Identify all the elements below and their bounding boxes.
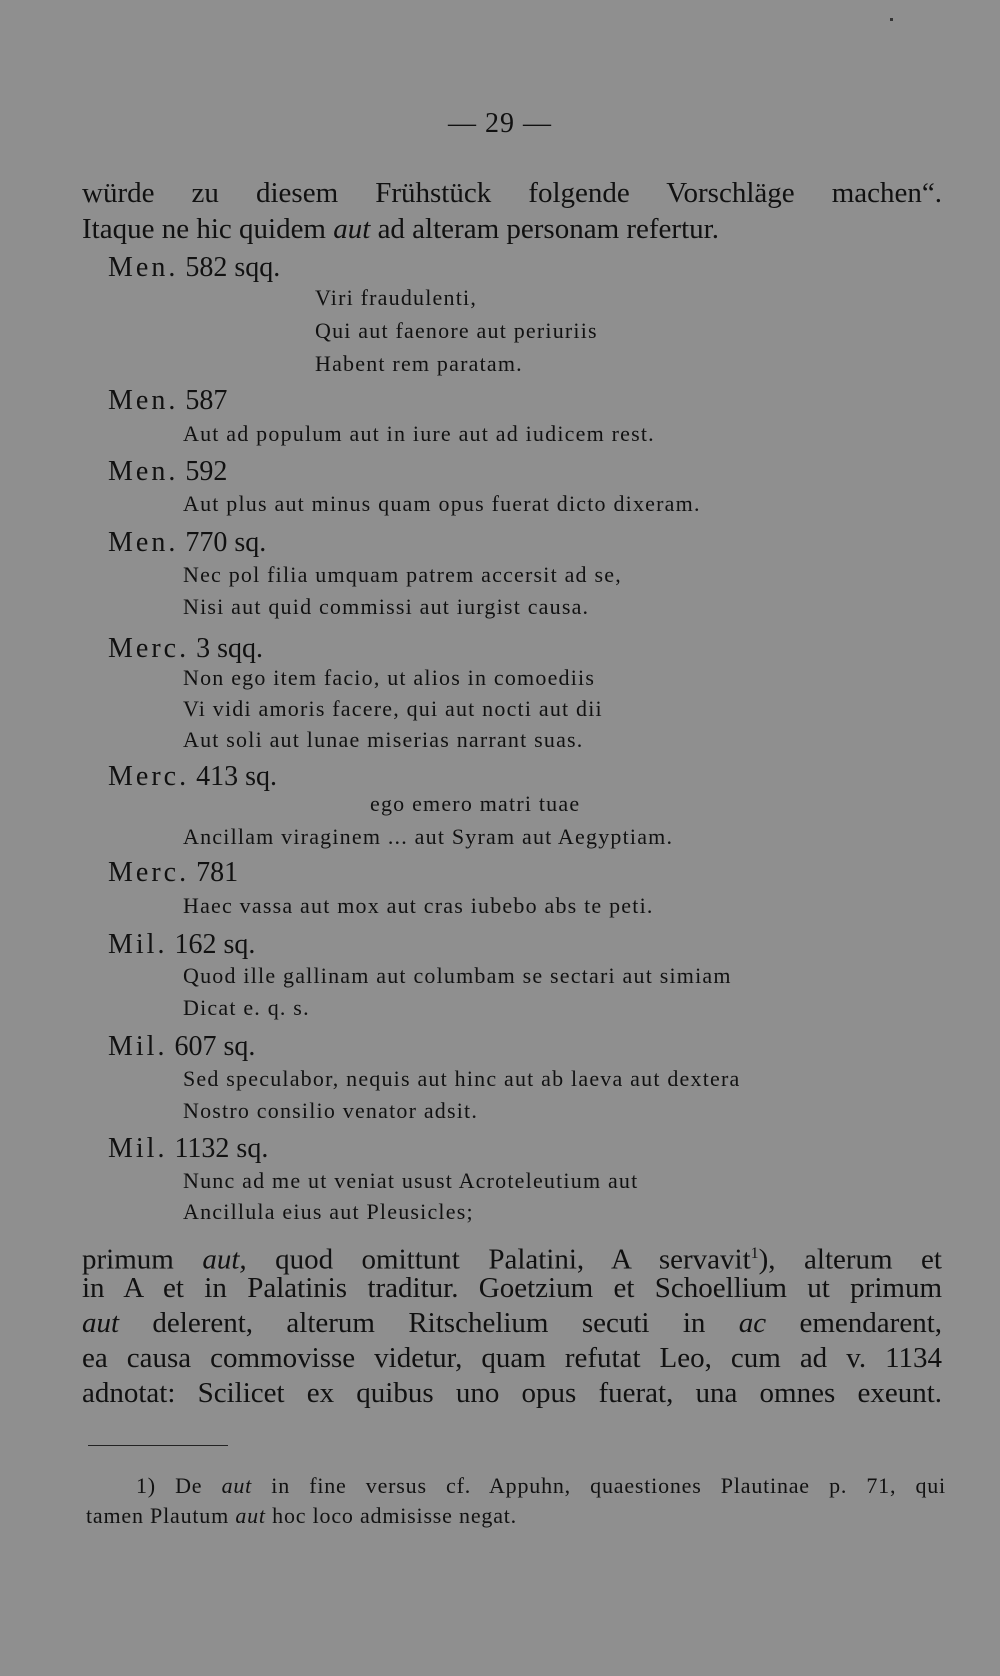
closing-text: quod omittunt Palatini, A servavit [275,1243,751,1276]
aut-italic: aut [235,1503,266,1528]
verse-line: Nec pol filia umquam patrem accersit ad se, [183,562,622,587]
citation-work: Merc. [108,761,190,792]
verse-line: Ancillam viraginem ... aut Syram aut Aegyptiam. [183,824,674,849]
verse-line: Quod ille gallinam aut columbam se sectari aut simiam [183,963,732,988]
closing-text: ), alterum et [758,1243,942,1276]
citation-verse-number: 607 sq. [174,1031,256,1062]
aut-italic: aut [221,1473,253,1498]
verse-line: Vi vidi amoris facere, qui aut nocti aut dii [183,696,603,721]
aut-italic: aut [333,213,371,245]
citation-verse-number: 781 [196,857,239,888]
citation-verse-number: 770 sq. [185,527,267,558]
citation-work: Merc. [108,857,190,888]
verse-line: Aut soli aut lunae miserias narrant suas. [183,727,584,752]
citation-reference [108,385,227,417]
intro-text: Itaque ne hic quidem [82,213,326,245]
footnote-line-2 [86,1500,946,1531]
verse-line: Habent rem paratam. [315,351,523,376]
aut-italic: aut [82,1307,120,1339]
closing-text: emendarent, [799,1307,943,1339]
verse-line: Viri fraudulenti, [315,285,478,310]
citation-verse-number: 592 [185,456,228,487]
citation-verse-number: 3 sqq. [196,633,263,664]
verse-line: Nostro consilio venator adsit. [183,1098,479,1123]
footnote-number: 1) De [136,1473,203,1498]
citation-work: Men. [108,527,179,558]
verse-line: Non ego item facio, ut alios in comoediis [183,665,596,690]
citation-verse-number: 162 sq. [174,929,256,960]
verse-line: Haec vassa aut mox aut cras iubebo abs te peti. [183,893,654,918]
citation-reference [108,857,238,889]
footnote-line-1 [86,1470,946,1501]
aut-italic: aut, [202,1243,247,1276]
closing-line-3 [82,1306,942,1341]
closing-line-5: adnotat: Scilicet ex quibus uno opus fuerat, una omnes exeunt. [82,1377,942,1409]
citation-verse-number: 587 [185,385,228,416]
verse-line: Aut ad populum aut in iure aut ad iudicem rest. [183,421,655,446]
closing-line-2: in A et in Palatinis traditur. Goetzium et Schoellium ut primum [82,1272,942,1304]
citation-reference [108,761,277,793]
citation-reference [108,456,227,488]
footnote-text: in fine versus cf. Appuhn, quaestiones Plautinae p. 71, qui [271,1473,946,1498]
citation-reference [108,1031,255,1063]
citation-verse-number: 582 sqq. [185,252,281,283]
citation-reference [108,252,280,284]
verse-line: Dicat e. q. s. [183,995,310,1020]
scan-speck [890,18,893,21]
verse-line: Sed speculabor, nequis aut hinc aut ab laeva aut dextera [183,1066,741,1091]
footnote-text: tamen Plautum [86,1503,229,1528]
citation-work: Men. [108,456,179,487]
closing-text: primum [82,1243,174,1276]
citation-reference [108,633,263,665]
citation-reference [108,929,255,961]
verse-line: Nunc ad me ut veniat usust Acroteleutium aut [183,1168,639,1193]
page-number: — 29 — [448,108,552,139]
citation-reference [108,1133,268,1165]
citation-work: Men. [108,252,179,283]
citation-verse-number: 413 sq. [196,761,277,792]
intro-text-rest: ad alteram personam refertur. [377,213,719,245]
footnote-rule [88,1445,228,1446]
intro-line-2 [82,212,942,247]
closing-text: delerent, alterum Ritschelium secuti in [152,1307,706,1339]
ac-italic: ac [738,1307,767,1339]
intro-line-1: würde zu diesem Frühstück folgende Vorschläge machen“. [82,177,942,209]
verse-line: Aut plus aut minus quam opus fuerat dicto dixeram. [183,491,701,516]
citation-reference [108,527,266,559]
footnote-marker: 1 [750,1245,759,1262]
citation-work: Merc. [108,633,190,664]
citation-work: Mil. [108,929,168,960]
verse-line: ego emero matri tuae [370,791,581,816]
citation-verse-number: 1132 sq. [174,1133,269,1164]
citation-work: Mil. [108,1031,168,1062]
citation-work: Mil. [108,1133,168,1164]
footnote-text: hoc loco admisisse negat. [272,1503,517,1528]
citation-work: Men. [108,385,179,416]
verse-line: Ancillula eius aut Pleusicles; [183,1199,474,1224]
verse-line: Qui aut faenore aut periuriis [315,318,598,343]
verse-line: Nisi aut quid commissi aut iurgist causa. [183,594,590,619]
closing-line-4: ea causa commovisse videtur, quam refutat Leo, cum ad v. 1134 [82,1342,942,1374]
